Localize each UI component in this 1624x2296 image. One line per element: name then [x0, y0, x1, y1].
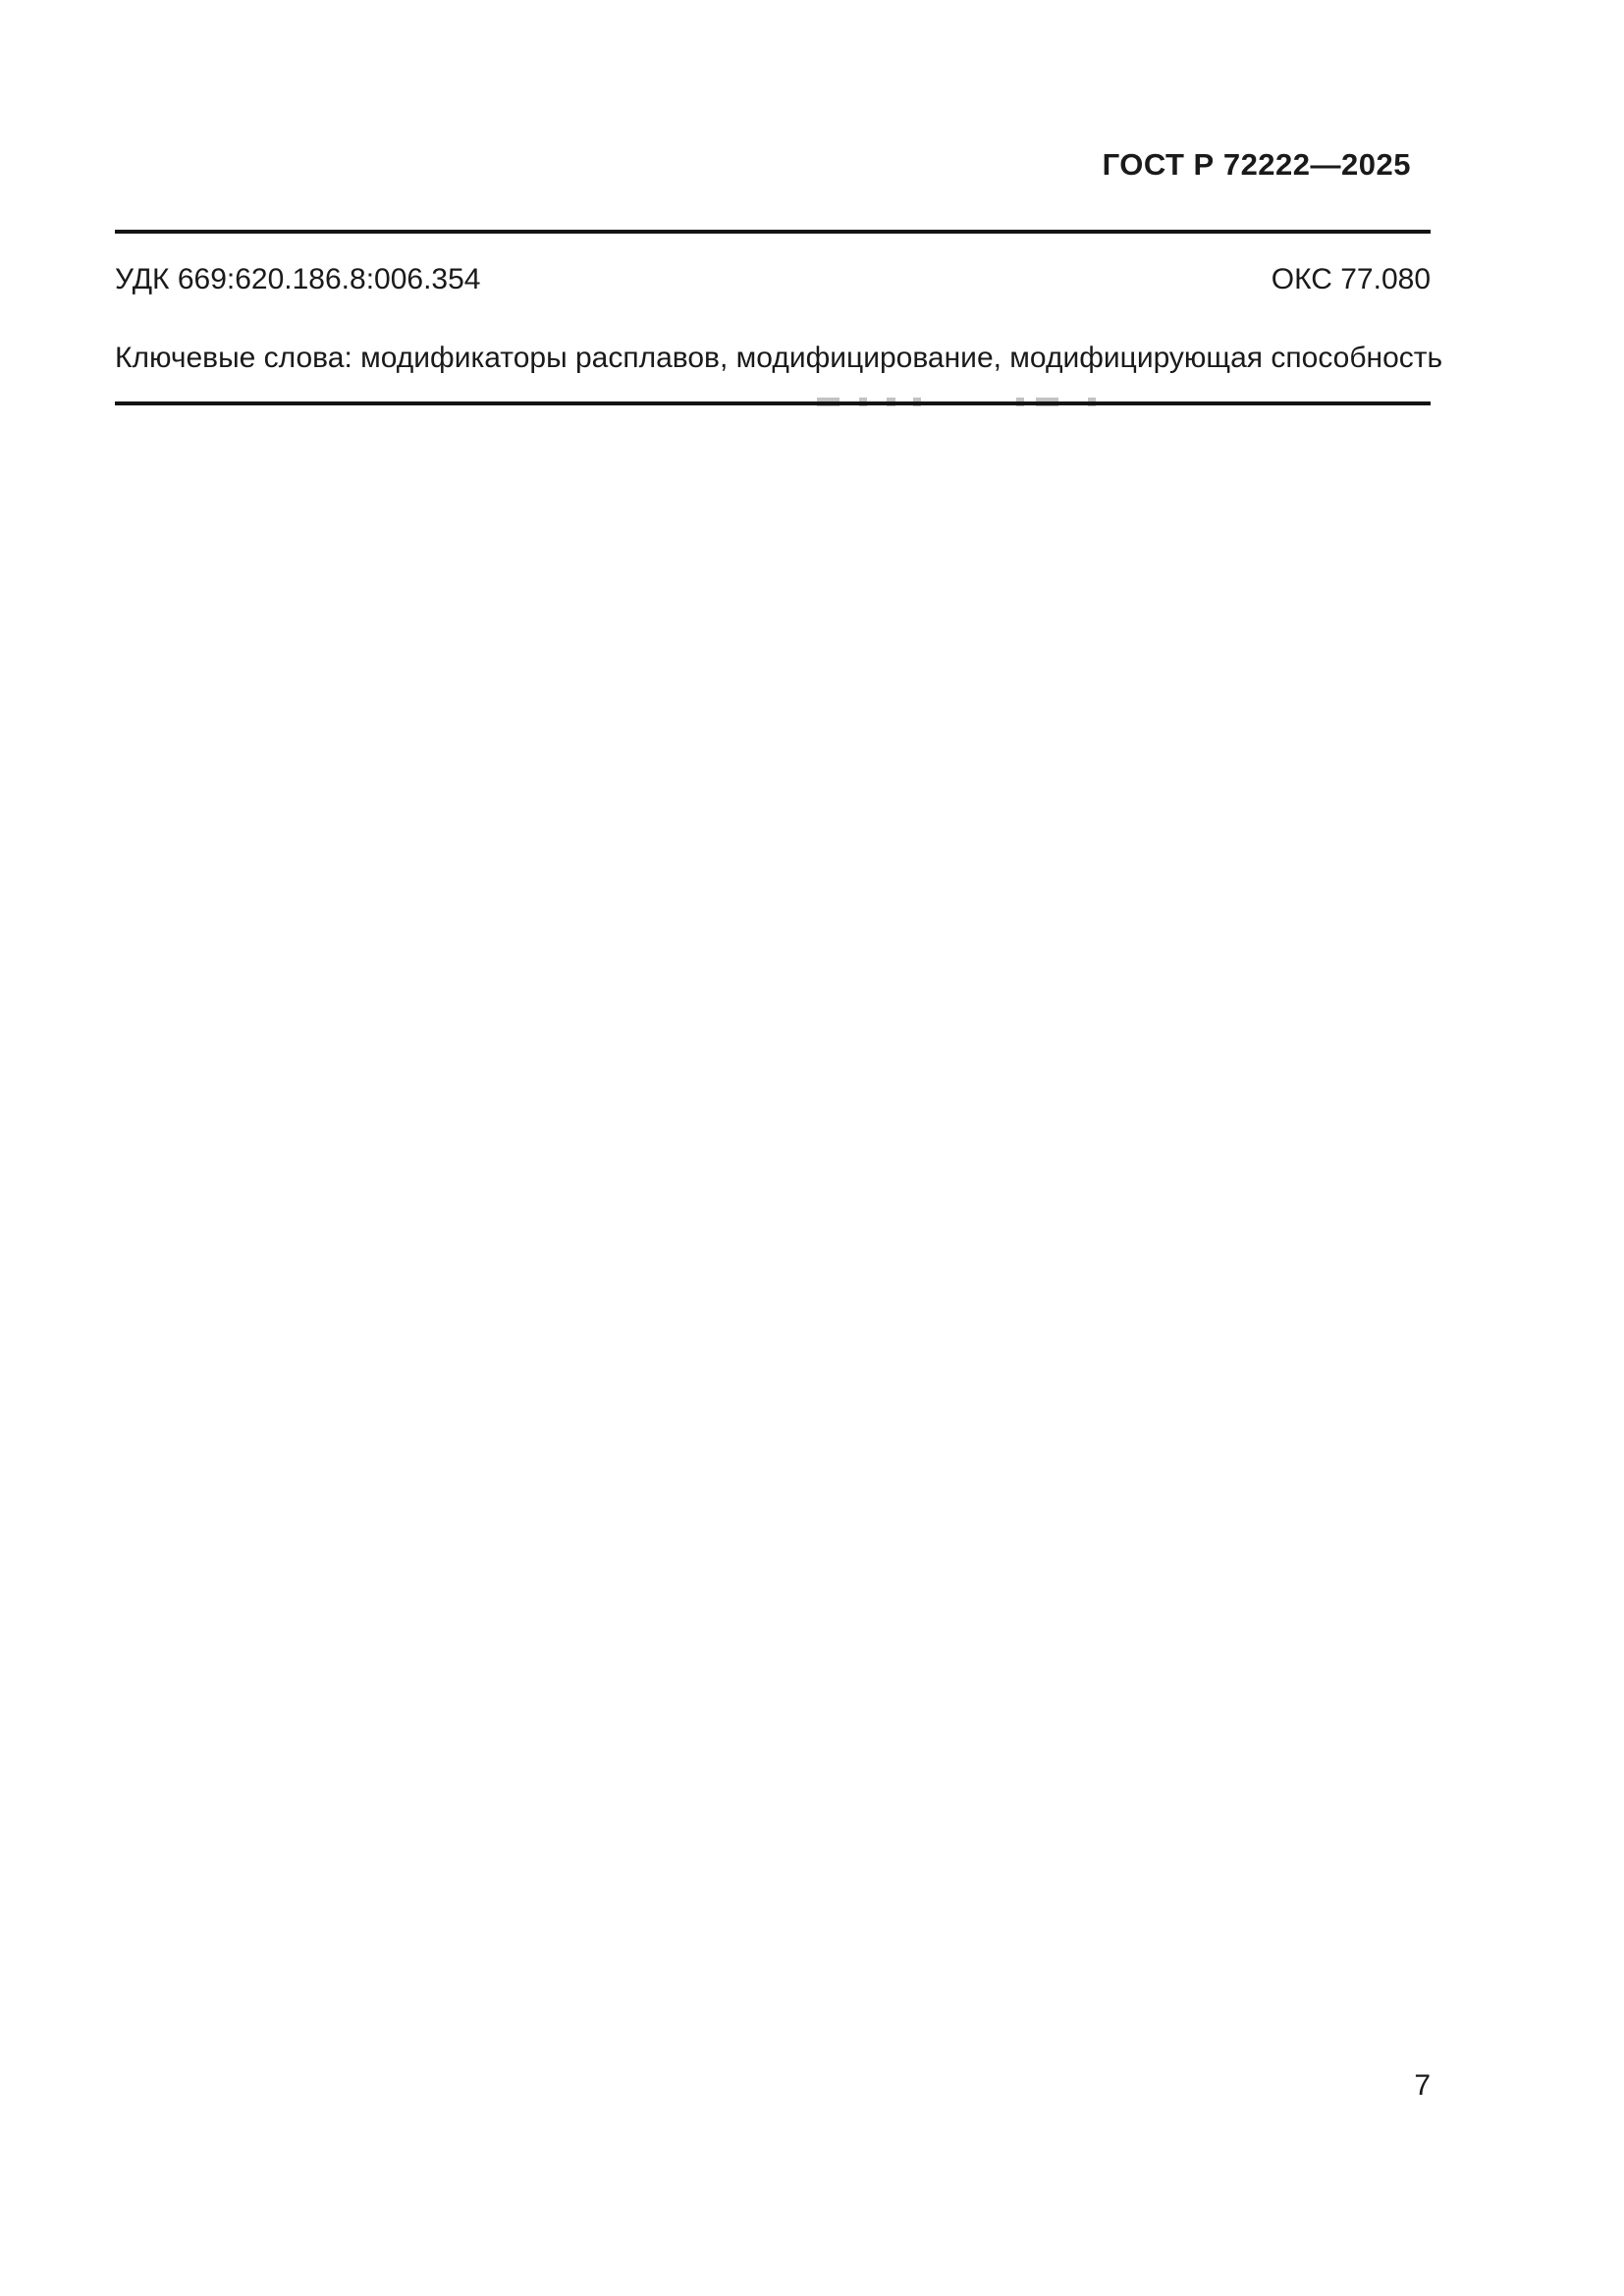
oks-code: ОКС 77.080: [1271, 263, 1431, 295]
standard-code-header: ГОСТ Р 72222—2025: [1102, 147, 1411, 182]
page-number: 7: [1414, 2069, 1431, 2102]
udk-code: УДК 669:620.186.8:006.354: [115, 263, 481, 295]
keywords-line: Ключевые слова: модификаторы расплавов, модифицирование, модифицирующая способность: [115, 342, 1443, 374]
classification-row: [115, 263, 1431, 296]
footer-horizontal-rule: [115, 401, 1431, 405]
header-horizontal-rule: [115, 230, 1431, 234]
